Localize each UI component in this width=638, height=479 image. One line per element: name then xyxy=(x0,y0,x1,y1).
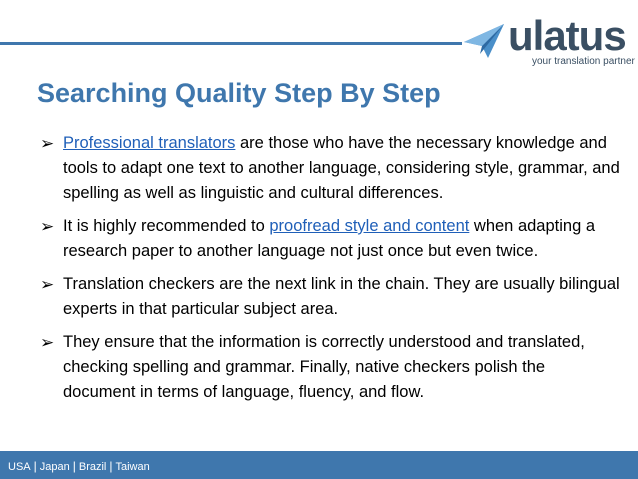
footer-countries xyxy=(8,459,150,474)
bullet-list xyxy=(40,131,620,413)
header-divider xyxy=(0,42,462,45)
bullet-arrow-icon: ➢ xyxy=(40,275,55,294)
footer-separator: | xyxy=(72,459,76,473)
footer-separator: | xyxy=(109,459,113,473)
bullet-text xyxy=(63,131,620,206)
bullet-item xyxy=(40,272,620,322)
bullet-text xyxy=(63,214,620,264)
bullet-arrow-icon: ➢ xyxy=(40,333,55,352)
bullet-text-after: when adapting a research paper to another language not just once but even twice. xyxy=(63,217,596,260)
footer-country-brazil[interactable]: Brazil xyxy=(78,461,107,473)
slide-title: Searching Quality Step By Step xyxy=(37,78,441,108)
footer-country-japan[interactable]: Japan xyxy=(39,461,70,473)
footer-bar xyxy=(0,451,638,479)
footer-country-taiwan[interactable]: Taiwan xyxy=(115,461,150,473)
bullet-arrow-icon: ➢ xyxy=(40,134,55,153)
bullet-text-after: are those who have the necessary knowledge and tools to adapt one text to another language, considering style, grammar, and spelling as well as linguistic and cultural differences. xyxy=(63,134,620,202)
footer-country-usa[interactable]: USA xyxy=(8,461,31,473)
bullet-item xyxy=(40,131,620,206)
bullet-item xyxy=(40,214,620,264)
logo-wordmark: ulatus xyxy=(508,12,626,59)
proofread-link[interactable]: proofread style and content xyxy=(269,217,470,235)
bullet-text-before: It is highly recommended to xyxy=(63,217,270,235)
professional-translators-link[interactable]: Professional translators xyxy=(63,134,236,152)
bullet-text: Translation checkers are the next link in the chain. They are usually bilingual experts in that particular subject area. xyxy=(63,275,620,318)
logo-tagline: your translation partner xyxy=(532,56,635,67)
paper-plane-icon xyxy=(462,20,506,60)
ulatus-logo[interactable] xyxy=(462,12,635,70)
footer-separator: | xyxy=(33,459,37,473)
bullet-text: They ensure that the information is correctly understood and translated, checking spelling and grammar. Finally, native checkers polish the document in terms of language, fluency, and flow. xyxy=(63,333,585,401)
bullet-arrow-icon: ➢ xyxy=(40,217,55,236)
bullet-item xyxy=(40,330,620,405)
